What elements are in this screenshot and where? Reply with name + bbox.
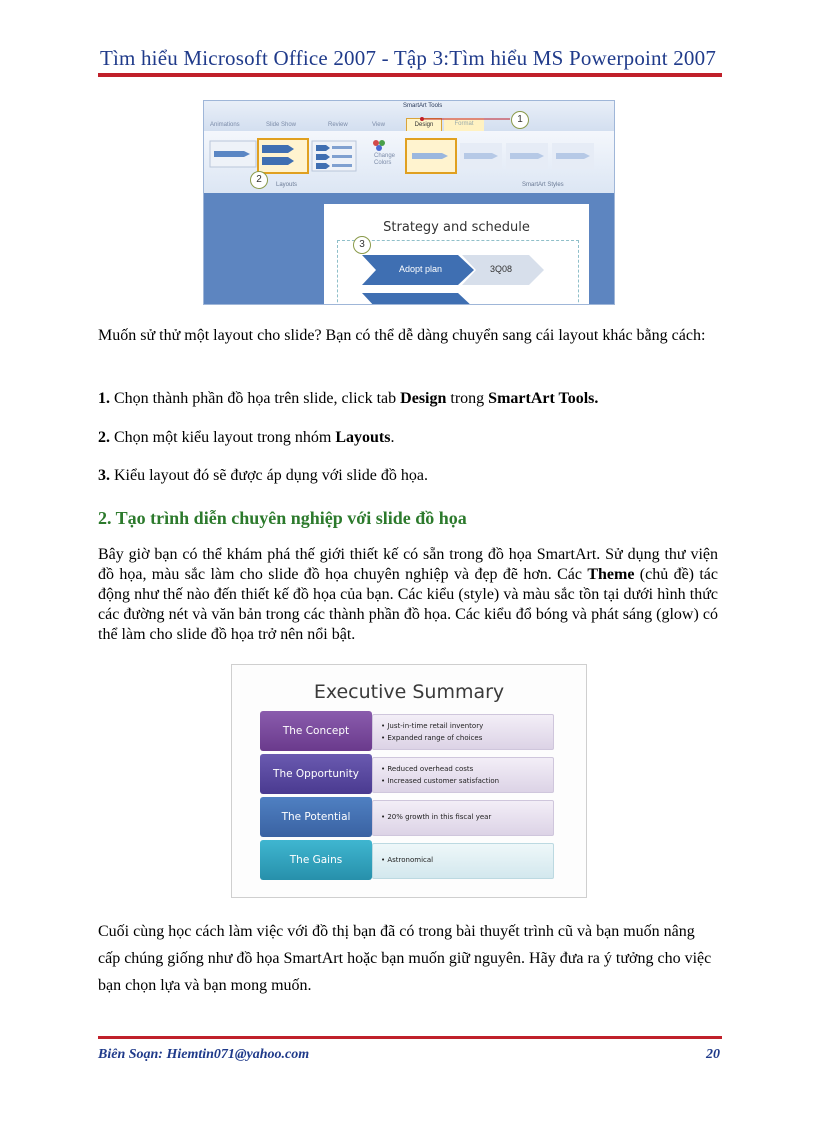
step-2-bold-a: Layouts: [335, 429, 391, 446]
smartart-tools-title: SmartArt Tools: [403, 103, 443, 109]
step-1-text-a: Chọn thành phần đồ họa trên slide, click tab: [110, 390, 401, 407]
summary-row: [260, 711, 560, 751]
summary-bullet: • Reduced overhead costs: [381, 765, 474, 773]
summary-label: The Concept: [260, 711, 372, 751]
process-arrows: [324, 204, 589, 305]
summary-box: [372, 800, 554, 836]
step-3: [98, 466, 718, 486]
smartart-styles-label: SmartArt Styles: [522, 182, 564, 188]
step-1-text-b: trong: [446, 390, 489, 407]
summary-bullet: • 20% growth in this fiscal year: [381, 813, 492, 821]
summary-box: [372, 757, 554, 793]
summary-label: The Potential: [260, 797, 372, 837]
page-header-title: Tìm hiểu Microsoft Office 2007 - Tập 3:Tìm hiểu MS Powerpoint 2007: [99, 46, 717, 70]
section-paragraph-a: Bây giờ bạn có thể khám phá thế giới thiết kế có sẵn trong đồ họa SmartArt. Sử dụng thư viện đồ họa, màu sắc làm cho slide đồ họa chuyên nghiệp và đẹp đẽ hơn. Các: [98, 546, 718, 583]
footer-author: Biên Soạn: Hiemtin071@yahoo.com: [98, 1047, 310, 1062]
summary-bullet: • Increased customer satisfaction: [381, 777, 500, 785]
step-3-text: Kiểu layout đó sẽ được áp dụng với slide đồ họa.: [110, 467, 428, 484]
intro-paragraph: Muốn sử thử một layout cho slide? Bạn có thể dễ dàng chuyển sang cái layout khác bằng cách:: [98, 327, 706, 344]
section-paragraph-b: (chủ đề) tác động như thế nào đến thiết kế đồ họa của bạn. Các kiểu (style) và màu sắc tồn tại dưới hình thức các đường nét và văn bản trong các thành phần đồ họa. Các kiểu đổ bóng và phát sáng (glow) có thể làm cho slide đồ họa trở nên nổi bật.: [98, 566, 718, 643]
summary-box: [372, 714, 554, 750]
summary-bullet: • Just-in-time retail inventory: [381, 722, 484, 730]
callout-1-line: [204, 101, 614, 131]
smartart-tools-screenshot: [203, 100, 615, 305]
step-1-number: 1.: [98, 390, 110, 407]
step-2-number: 2.: [98, 429, 110, 446]
footer-rule: [98, 1036, 722, 1039]
tab-format: Format: [444, 118, 484, 131]
summary-bullet: • Astronomical: [381, 856, 434, 864]
step-2: [98, 428, 718, 448]
tab-review: Review: [328, 122, 348, 128]
step-2-text-b: .: [390, 429, 395, 446]
executive-summary-screenshot: [231, 664, 587, 898]
tab-design: Design: [406, 118, 442, 133]
executive-summary-title: Executive Summary: [313, 681, 505, 703]
summary-row: [260, 754, 560, 794]
summary-row: [260, 840, 560, 880]
section-heading: 2. Tạo trình diễn chuyên nghiệp với slide đồ họa: [98, 508, 467, 528]
step-1-bold-a: Design: [400, 390, 447, 407]
layouts-group-label: Layouts: [276, 182, 298, 188]
step-1: [98, 389, 718, 409]
section-paragraph-bold: Theme: [587, 566, 635, 583]
tab-animations: Animations: [210, 122, 240, 128]
page-number: 20: [706, 1047, 720, 1062]
header-rule: [98, 73, 722, 77]
step-3-number: 3.: [98, 467, 110, 484]
callout-1: 1: [511, 111, 529, 129]
arrow-value: 3Q08: [490, 264, 513, 274]
change-colors-label: Change Colors: [374, 153, 396, 166]
slide-preview: [324, 204, 589, 305]
tab-slide-show: Slide Show: [266, 122, 297, 128]
summary-bullet: • Expanded range of choices: [381, 734, 483, 742]
callout-3: 3: [353, 236, 371, 254]
step-1-bold-b: SmartArt Tools.: [488, 390, 599, 407]
callout-2: 2: [250, 171, 268, 189]
summary-label: The Opportunity: [260, 754, 372, 794]
slide-title: Strategy and schedule: [383, 220, 530, 235]
closing-paragraph: Cuối cùng học cách làm việc với đồ thị bạn đã có trong bài thuyết trình cũ và bạn muốn nâng cấp chúng giống như đồ họa SmartArt hoặc bạn muốn giữ nguyên. Hãy đưa ra ý tưởng cho việc bạn chọn lựa và bạn mong muốn.: [98, 923, 712, 994]
arrow-text: Adopt plan: [399, 264, 443, 274]
step-2-text-a: Chọn một kiểu layout trong nhóm: [110, 429, 336, 446]
summary-row: [260, 797, 560, 837]
tab-view: View: [372, 122, 385, 128]
summary-box: [372, 843, 554, 879]
section-paragraph: [98, 545, 718, 645]
summary-label: The Gains: [260, 840, 372, 880]
